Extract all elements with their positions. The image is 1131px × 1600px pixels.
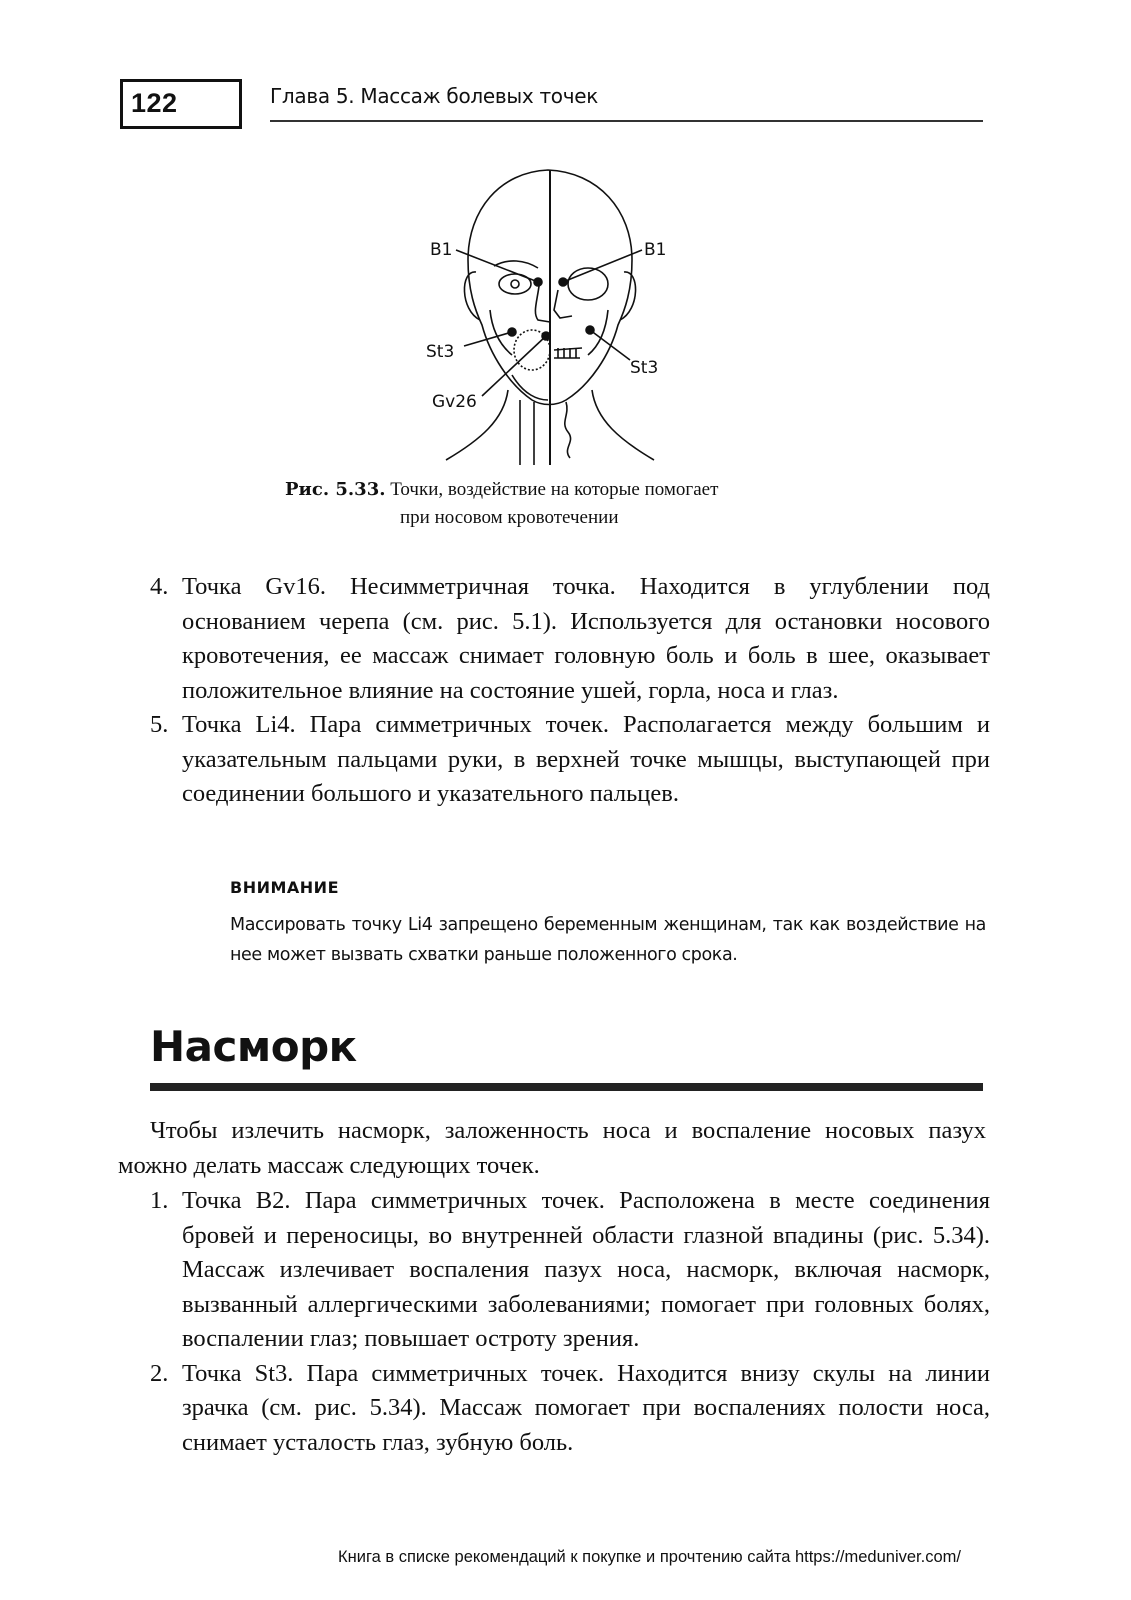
caption-line-2: при носовом кровотечении [400,507,619,528]
section-title: Насморк [150,1022,357,1071]
list-item-number: 1. [150,1187,169,1214]
list-bottom [150,1184,990,1460]
header-rule [270,120,983,122]
list-item [150,1357,990,1461]
list-item-text: Точка St3. Пара симметричных точек. Находится внизу скулы на линии зрачка (см. рис. 5.34). Массаж помогает при воспалениях полости носа, снимает усталость глаз, зубную боль. [182,1359,990,1456]
label-b1-left: B1 [430,240,453,260]
label-gv26: Gv26 [432,392,477,412]
attention-title: ВНИМАНИЕ [230,878,339,897]
figure-caption [285,476,855,532]
list-item-text: Точка Gv16. Несимметричная точка. Находится в углублении под основанием черепа (см. рис. 5.1). Используется для остановки носового кровотечения, ее массаж снимает головную боль и боль в шее, оказывает положительное влияние на состояние ушей, горла, носа и глаз. [182,573,990,704]
footer-note: Книга в списке рекомендаций к покупке и прочтению сайта https://meduniver.com/ [338,1548,961,1566]
list-item-text: Точка В2. Пара симметричных точек. Расположена в месте соединения бровей и переносицы, во внутренней области глазной впадины (рис. 5.34). Массаж излечивает воспаления пазух носа, насморк, включая насморк, вызванный аллергическими заболеваниями; помогает при головных болях, воспалении глаз; повышает остроту зрения. [182,1187,990,1352]
label-st3-left: St3 [426,342,455,362]
page-number-box [120,79,242,129]
list-item [150,570,990,708]
section-intro: Чтобы излечить насморк, заложенность носа и воспаление носовых пазух можно делать массаж следующих точек. [118,1117,986,1179]
list-top [150,570,990,812]
caption-prefix: Рис. 5.33. [285,479,386,500]
label-st3-right: St3 [630,358,659,378]
chapter-title: Глава 5. Массаж болевых точек [270,84,599,108]
list-item-number: 4. [150,573,169,600]
list-item-number: 5. [150,711,169,738]
section-rule [150,1083,983,1091]
list-item [150,708,990,812]
head-illustration [420,160,680,472]
list-item-text: Точка Li4. Пара симметричных точек. Располагается между большим и указательным пальцами руки, в верхней точке мышцы, выступающей при соединении большого и указательного пальцев. [182,711,990,807]
label-b1-right: B1 [644,240,667,260]
list-item [150,1184,990,1357]
attention-text: Массировать точку Li4 запрещено беременным женщинам, так как воздействие на нее может вызвать схватки раньше положенного срока. [230,915,986,965]
caption-line-1: Точки, воздействие на которые помогает [390,479,719,500]
list-item-number: 2. [150,1359,169,1387]
page-number: 122 [131,88,178,118]
head-acupoints-figure [420,160,680,472]
